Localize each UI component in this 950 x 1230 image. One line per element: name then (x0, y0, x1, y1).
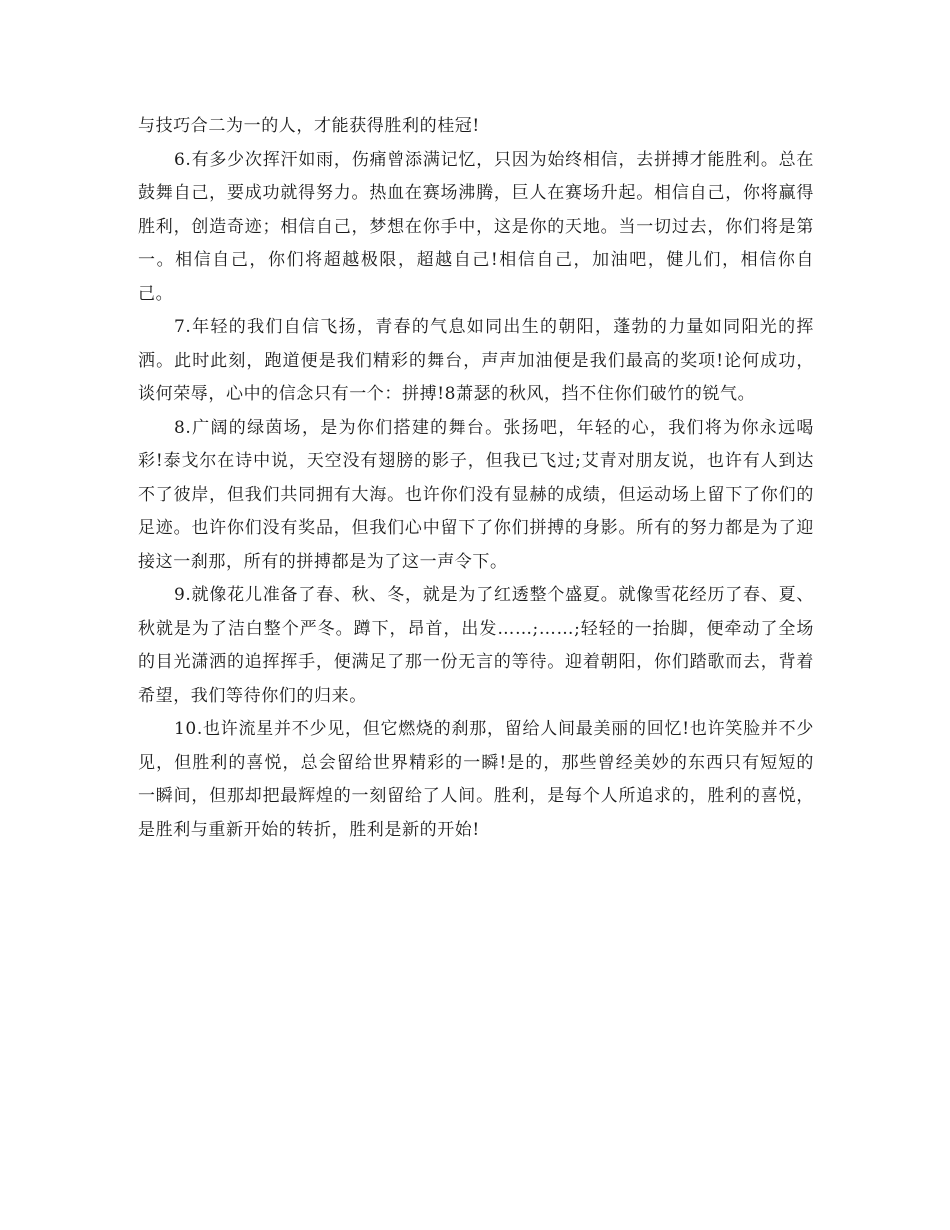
paragraph-6: 6.有多少次挥汗如雨，伤痛曾添满记忆，只因为始终相信，去拼搏才能胜利。总在鼓舞自己，要成功就得努力。热血在赛场沸腾，巨人在赛场升起。相信自己，你将赢得胜利，创造奇迹；相信自己，梦想在你手中，这是你的天地。当一切过去，你们将是第一。相信自己，你们将超越极限，超越自己!相信自己，加油吧，健儿们，相信你自己。 (138, 149, 814, 304)
paragraph-8: 8.广阔的绿茵场，是为你们搭建的舞台。张扬吧，年轻的心，我们将为你永远喝彩!泰戈尔在诗中说，天空没有翅膀的影子，但我已飞过;艾青对朋友说，也许有人到达不了彼岸，但我们共同拥有大海。也许你们没有显赫的成绩，但运动场上留下了你们的足迹。也许你们没有奖品，但我们心中留下了你们拼搏的身影。所有的努力都是为了迎接这一刹那，所有的拼搏都是为了这一声令下。 (138, 417, 814, 572)
paragraph-continuation: 与技巧合二为一的人，才能获得胜利的桂冠! (138, 116, 480, 136)
paragraph-9: 9.就像花儿准备了春、秋、冬，就是为了红透整个盛夏。就像雪花经历了春、夏、秋就是为了洁白整个严冬。蹲下，昂首，出发……;……;轻轻的一抬脚，便牵动了全场的目光潇洒的追挥挥手，便满足了那一份无言的等待。迎着朝阳，你们踏歌而去，背着希望，我们等待你们的归来。 (138, 585, 814, 706)
paragraph-10: 10.也许流星并不少见，但它燃烧的刹那，留给人间最美丽的回忆!也许笑脸并不少见，但胜利的喜悦，总会留给世界精彩的一瞬!是的，那些曾经美妙的东西只有短短的一瞬间，但那却把最辉煌的一刻留给了人间。胜利，是每个人所追求的，胜利的喜悦，是胜利与重新开始的转折，胜利是新的开始! (138, 719, 814, 840)
paragraph-7: 7.年轻的我们自信飞扬，青春的气息如同出生的朝阳，蓬勃的力量如同阳光的挥洒。此时此刻，跑道便是我们精彩的舞台，声声加油便是我们最高的奖项!论何成功，谈何荣辱，心中的信念只有一个：拼搏!8萧瑟的秋风，挡不住你们破竹的锐气。 (138, 317, 814, 404)
document-page (138, 110, 814, 847)
